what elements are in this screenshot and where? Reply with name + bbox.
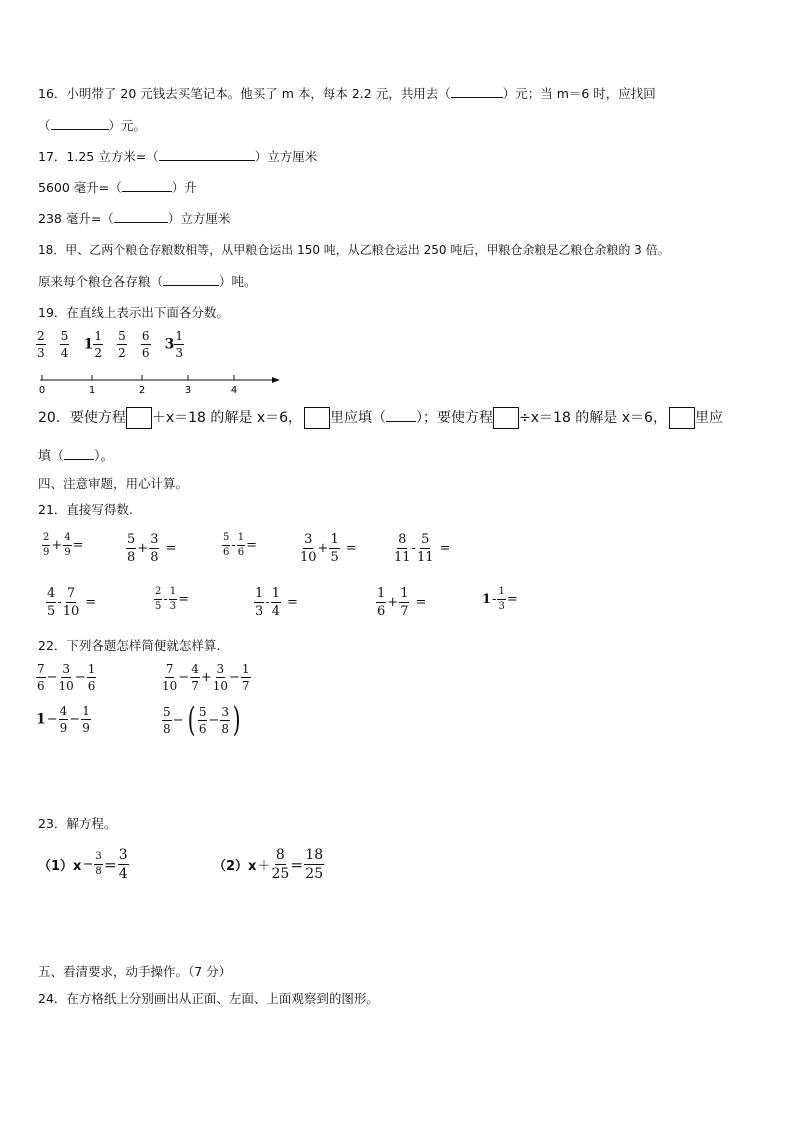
q16-open-paren: （ xyxy=(38,118,51,133)
number-line-tick-label: 2 xyxy=(138,385,146,396)
q23-eq2-frac-b: $\frac{18}{25}$ xyxy=(305,847,324,882)
q21-row-2-item xyxy=(254,587,299,618)
q20-box-4[interactable] xyxy=(669,407,695,429)
q20-text-5: ÷x＝18 的解是 x＝6， xyxy=(519,410,667,426)
number-line-tick-label: 1 xyxy=(88,385,96,396)
number-line-ticks xyxy=(39,375,237,396)
question-19-title: 19．在直线上表示出下面各分数。 xyxy=(38,305,229,320)
equals-sign: = xyxy=(178,592,190,607)
q20-text-6: 里应 xyxy=(694,410,723,426)
operator: − xyxy=(69,712,81,727)
q21-row-1-item xyxy=(394,533,451,564)
fraction-b: $\frac{4}{9}$ xyxy=(64,532,71,558)
fraction: $\frac{7}{10}$ xyxy=(162,662,178,693)
q16-text-2: ）元；当 m＝6 时，应找回 xyxy=(502,86,656,101)
number-line-tick-label: 0 xyxy=(38,385,46,396)
number-line-tick-label: 3 xyxy=(184,385,192,396)
operator: - xyxy=(265,595,270,610)
section-5-heading: 五、看清要求，动手操作。（7 分） xyxy=(38,964,232,979)
q19-frac-1: $\frac{2}{3}$ xyxy=(37,329,45,360)
fraction-b: $\frac{1}{4}$ xyxy=(271,586,280,619)
q19-frac-4: $\frac{5}{2}$ xyxy=(118,329,126,360)
fraction: $\frac{3}{10}$ xyxy=(58,662,74,693)
left-paren: ( xyxy=(187,700,196,740)
section-4-heading: 四、注意审题，用心计算。 xyxy=(38,476,189,491)
q23-eq1-op: − xyxy=(82,857,94,872)
q21-row-2-item xyxy=(376,587,427,618)
q19-frac-3: $\frac{1}{2}$ xyxy=(94,329,102,360)
q20-text-2: ＋x＝18 的解是 x＝6， xyxy=(151,410,303,426)
q19-frac-5: $\frac{6}{6}$ xyxy=(141,329,150,360)
q20-blank-1[interactable] xyxy=(386,409,416,422)
operator: + xyxy=(51,538,63,553)
operator: - xyxy=(57,595,62,610)
number-line-tick-label: 4 xyxy=(230,385,238,396)
q19-frac-3-whole: 1 xyxy=(83,336,94,353)
operator: − xyxy=(229,670,240,685)
question-21-title: 21．直接写得数. xyxy=(38,502,133,517)
q18-answer-blank[interactable] xyxy=(163,273,219,286)
fraction: $\frac{1}{9}$ xyxy=(82,704,90,735)
operator: + xyxy=(387,595,399,610)
q23-eq1-eq: ＝ xyxy=(103,859,117,874)
q20-text-4: ）；要使方程 xyxy=(416,410,494,426)
fraction-a: $\frac{1}{3}$ xyxy=(255,586,264,619)
q23-equation-1 xyxy=(38,848,129,881)
q18-close-text: ）吨。 xyxy=(219,274,257,289)
equals-sign: = xyxy=(415,595,427,610)
q17-b-unit: ）升 xyxy=(171,180,197,195)
operator: − xyxy=(208,712,220,728)
fraction-a: $\frac{2}{9}$ xyxy=(43,532,50,558)
fraction: $\frac{3}{8}$ xyxy=(221,704,229,736)
fraction: $\frac{7}{6}$ xyxy=(37,662,45,693)
q19-frac-6: $\frac{1}{3}$ xyxy=(175,329,184,360)
fraction: $\frac{5}{8}$ xyxy=(163,704,171,736)
operator: − xyxy=(46,670,58,685)
q23-eq1-frac-a: $\frac{3}{8}$ xyxy=(95,851,102,877)
operator: - xyxy=(163,592,168,607)
question-16-line-2 xyxy=(38,116,146,134)
operator: - xyxy=(231,538,236,553)
fraction-b: $\frac{5}{11}$ xyxy=(416,532,434,565)
q19-frac-6-whole: 3 xyxy=(164,336,175,353)
fraction-a: $\frac{1}{6}$ xyxy=(377,586,386,619)
q16-answer-blank-1[interactable] xyxy=(451,85,503,98)
q19-fractions xyxy=(36,330,184,359)
q16-text-1: 16．小明带了 20 元钱去买笔记本。他买了 m 本，每本 2.2 元，共用去（ xyxy=(38,86,451,101)
q17-b-blank[interactable] xyxy=(122,179,172,192)
q23-eq2-eq: ＝ xyxy=(290,859,304,874)
q17-a-label: 17．1.25 立方米=（ xyxy=(38,149,159,164)
whole-number: 1 xyxy=(482,592,492,607)
question-18-line-1: 18．甲、乙两个粮仓存粮数相等，从甲粮仓运出 150 吨，从乙粮仓运出 250 吨后，甲粮仓余粮是乙粮仓余粮的 3 倍。 xyxy=(38,243,670,257)
question-20-line-1 xyxy=(38,407,723,429)
operator: − xyxy=(74,670,86,685)
fraction-a: $\frac{5}{8}$ xyxy=(127,532,136,565)
q23-eq2-frac-a: $\frac{8}{25}$ xyxy=(271,847,290,882)
fraction-b: $\frac{3}{8}$ xyxy=(150,532,159,565)
q21-row-1-item xyxy=(42,533,85,558)
question-16-line-1 xyxy=(38,84,656,102)
q20-box-2[interactable] xyxy=(304,407,330,429)
equals-sign: = xyxy=(165,541,177,556)
q17-c-blank[interactable] xyxy=(114,210,168,223)
operator: − xyxy=(178,670,190,685)
question-17-line-2 xyxy=(38,178,197,196)
q17-c-label: 238 毫升=（ xyxy=(38,211,114,226)
q23-equation-2 xyxy=(213,848,324,881)
q20-blank-2[interactable] xyxy=(64,447,94,460)
question-18-line-2 xyxy=(38,272,257,290)
number-line xyxy=(36,370,286,396)
q17-a-blank[interactable] xyxy=(159,148,255,161)
q20-text-3: 里应填（ xyxy=(330,410,387,426)
q21-row-2-item xyxy=(482,587,519,612)
operator: + xyxy=(200,670,212,685)
question-20-line-2 xyxy=(38,445,114,464)
operator: − xyxy=(46,712,58,727)
fraction-a: $\frac{4}{5}$ xyxy=(47,586,56,619)
fraction-b: $\frac{7}{10}$ xyxy=(62,586,80,619)
fraction: $\frac{1}{7}$ xyxy=(241,662,250,693)
fraction-a: $\frac{5}{6}$ xyxy=(223,532,230,558)
question-24: 24．在方格纸上分别画出从正面、左面、上面观察到的图形。 xyxy=(38,991,379,1006)
q20-text-1: 20．要使方程 xyxy=(38,410,126,426)
fraction-a: $\frac{2}{5}$ xyxy=(155,586,162,612)
right-paren: ) xyxy=(232,700,241,740)
fraction: $\frac{5}{6}$ xyxy=(198,704,207,736)
equals-sign: = xyxy=(345,541,357,556)
equals-sign: = xyxy=(72,538,84,553)
fraction-a: $\frac{8}{11}$ xyxy=(394,532,411,565)
q20-line2-close: ）。 xyxy=(94,449,114,464)
q17-b-label: 5600 毫升=（ xyxy=(38,180,122,195)
q23-eq1-frac-b: $\frac{3}{4}$ xyxy=(118,847,128,882)
q19-frac-2: $\frac{5}{4}$ xyxy=(60,329,69,360)
q17-a-unit: ）立方厘米 xyxy=(254,149,318,164)
operator: - xyxy=(411,541,416,556)
operator: + xyxy=(137,541,149,556)
q18-text: 原来每个粮仓各存粮（ xyxy=(38,274,164,289)
q21-row-2-item xyxy=(46,587,97,618)
fraction-b: $\frac{1}{5}$ xyxy=(330,532,339,565)
q21-row-1-item xyxy=(222,533,258,558)
fraction: $\frac{4}{7}$ xyxy=(191,662,199,693)
q16-answer-blank-2[interactable] xyxy=(51,117,109,130)
fraction-b: $\frac{1}{7}$ xyxy=(400,586,409,619)
equals-sign: = xyxy=(506,592,518,607)
question-22-title: 22．下列各题怎样简便就怎样算. xyxy=(38,638,221,653)
operator: − xyxy=(172,712,184,728)
fraction-b: $\frac{1}{3}$ xyxy=(498,586,505,612)
number-line-arrow-icon xyxy=(272,377,280,383)
q23-eq1-label: （1）x xyxy=(38,859,82,874)
q23-eq2-op: ＋ xyxy=(257,859,271,874)
q21-row-1-item xyxy=(300,533,358,564)
question-17-line-1 xyxy=(38,147,317,165)
equals-sign: = xyxy=(286,595,298,610)
q21-row-1-item xyxy=(126,533,177,564)
operator: - xyxy=(492,592,497,607)
fraction: $\frac{1}{6}$ xyxy=(87,662,96,693)
q21-row-2-item xyxy=(154,587,190,612)
q22-expression-1 xyxy=(36,663,96,692)
q22-expression-2 xyxy=(162,663,251,692)
fraction: $\frac{4}{9}$ xyxy=(59,704,68,735)
fraction-b: $\frac{1}{3}$ xyxy=(169,586,177,612)
equals-sign: = xyxy=(85,595,97,610)
q17-c-unit: ）立方厘米 xyxy=(167,211,231,226)
question-23-title: 23．解方程。 xyxy=(38,816,117,831)
fraction: $\frac{3}{10}$ xyxy=(212,662,229,693)
q20-box-3[interactable] xyxy=(493,407,519,429)
question-17-line-3 xyxy=(38,209,230,227)
q22-expression-3 xyxy=(36,705,91,734)
q23-eq2-label: （2）x xyxy=(213,859,257,874)
fraction-a: $\frac{3}{10}$ xyxy=(300,532,317,565)
fraction-b: $\frac{1}{6}$ xyxy=(237,532,245,558)
whole-number: 1 xyxy=(36,711,46,728)
equals-sign: = xyxy=(439,541,451,556)
q20-box-1[interactable] xyxy=(126,407,152,429)
q20-line2-open: 填（ xyxy=(38,449,65,464)
q16-close-text: ）元。 xyxy=(108,118,147,133)
operator: + xyxy=(317,541,329,556)
q22-expression-4 xyxy=(162,700,243,740)
equals-sign: = xyxy=(246,538,258,553)
